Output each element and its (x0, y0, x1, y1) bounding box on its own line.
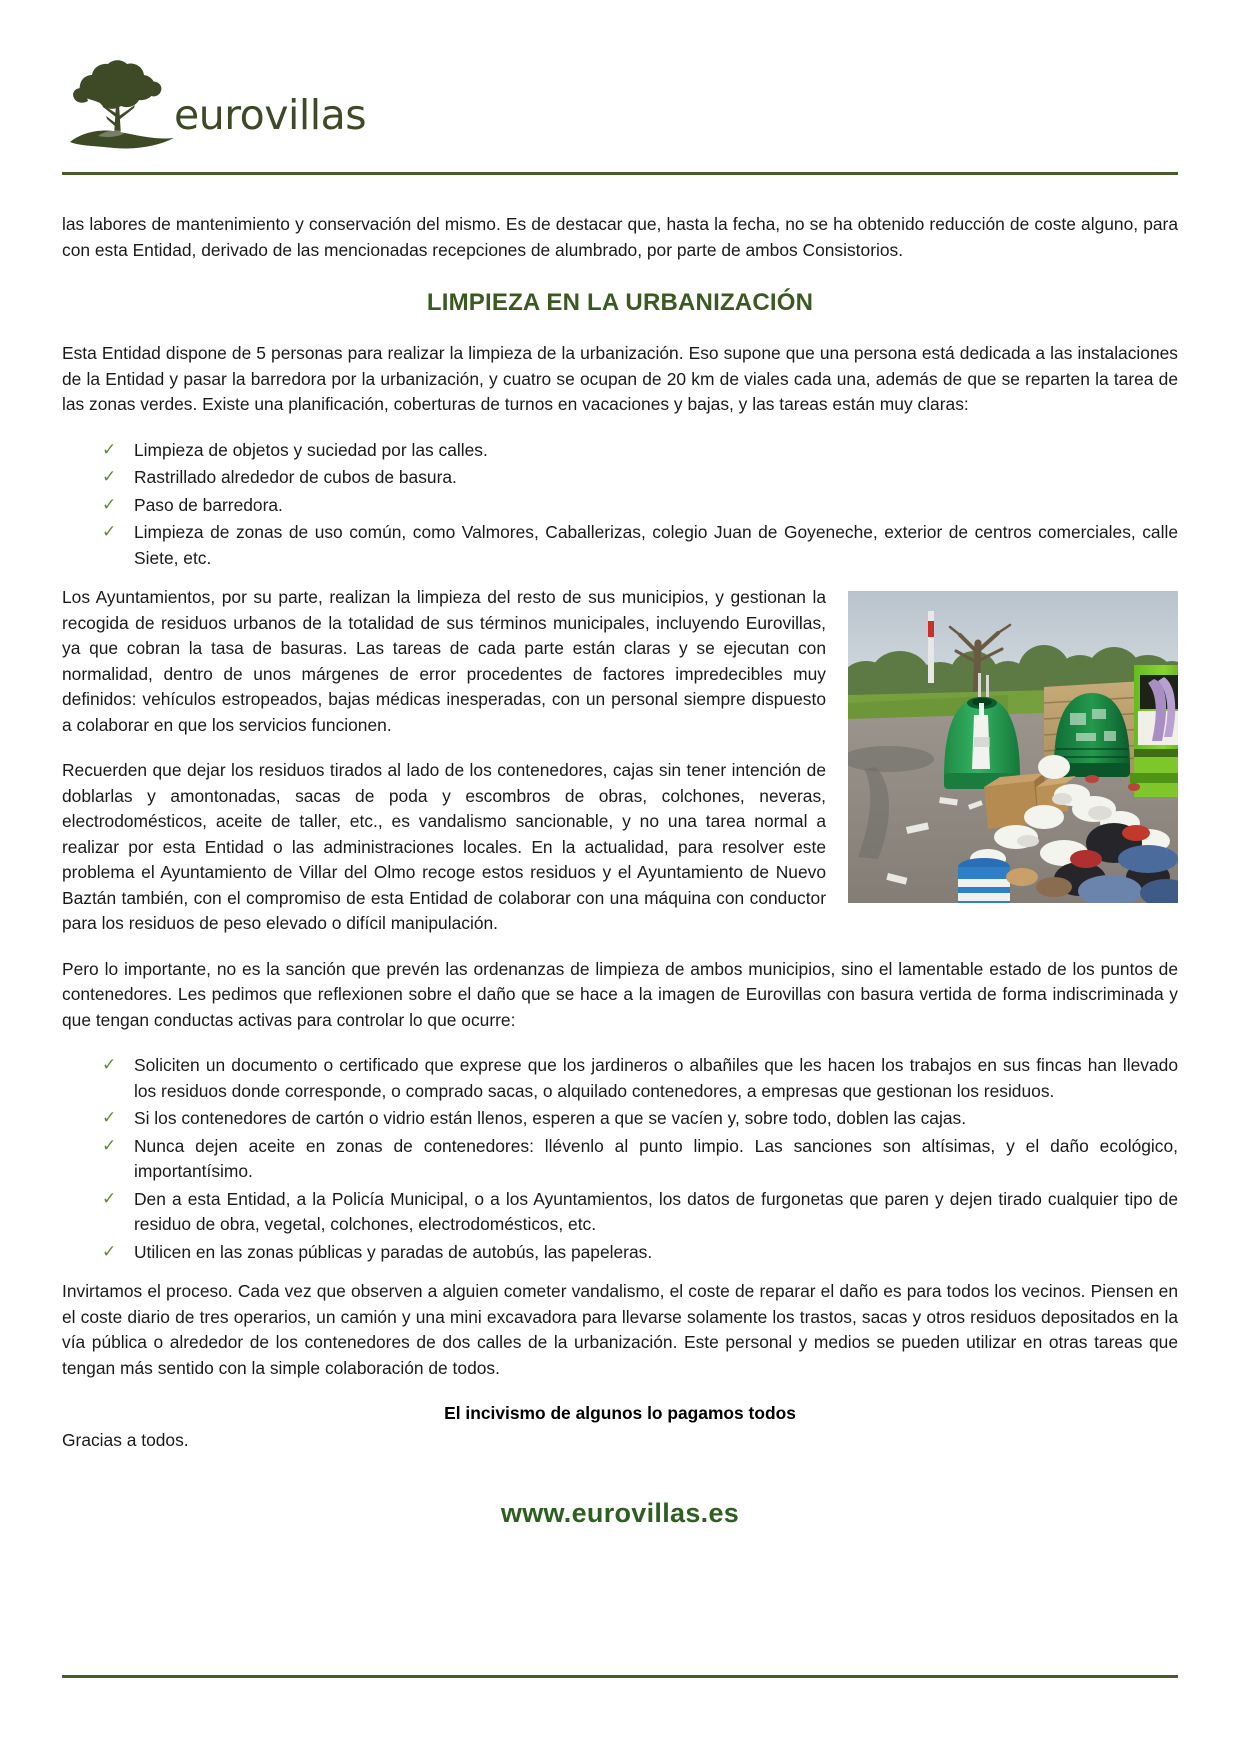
paragraph-gracias: Gracias a todos. (62, 1430, 189, 1450)
intro-paragraph: las labores de mantenimiento y conservación del mismo. Es de destacar que, hasta la fecha, no se ha obtenido reducción de coste alguno, para con esta Entidad, derivado de las mencionadas recepciones de alumbrado, por parte de ambos Consistorios. (62, 214, 1178, 260)
check-icon: ✓ (102, 467, 117, 487)
list-item-text: Den a esta Entidad, a la Policía Municipal, o a los Ayuntamientos, los datos de furgonetas que paren y dejen tirado cualquier tipo de residuo de obra, vegetal, colchones, electrodomésticos, etc. (134, 1188, 1178, 1234)
list-item-text: Rastrillado alrededor de cubos de basura. (134, 467, 457, 487)
list-item (98, 1106, 1178, 1132)
footer-divider (62, 1675, 1178, 1678)
section-title: LIMPIEZA EN LA URBANIZACIÓN (426, 289, 814, 316)
list-item-text: Soliciten un documento o certificado que exprese que los jardineros o albañiles que les hacen los trabajos en sus fincas han llevado los residuos donde corresponde, o comprado sacas, o alquilado contenedores, a empresas que gestionan los residuos. (134, 1055, 1178, 1101)
header-divider (62, 172, 1178, 175)
list-item (98, 465, 1178, 491)
list-item (98, 1053, 1178, 1104)
section-intro-paragraph: Esta Entidad dispone de 5 personas para realizar la limpieza de la urbanización. Eso supone que una persona está dedicada a las instalaciones de la Entidad y pasar la barredora por la urbanización, y cuatro se ocupan de 20 km de viales cada una, además de que se reparten la tarea de las zonas verdes. Existe una planificación, coberturas de turnos en vacaciones y bajas, y las tareas están muy claras: (62, 343, 1178, 414)
list-item-text: Limpieza de zonas de uso común, como Valmores, Caballerizas, colegio Juan de Goyeneche, exterior de centros comerciales, calle Siete, etc. (134, 522, 1178, 568)
list-item (98, 1187, 1178, 1238)
list-item (98, 1240, 1178, 1266)
check-icon: ✓ (102, 494, 117, 515)
list-item-text: Limpieza de objetos y suciedad por las calles. (134, 439, 488, 460)
list-item (98, 520, 1178, 571)
check-icon: ✓ (102, 1055, 117, 1075)
tasks-checklist (62, 438, 1178, 572)
list-item (98, 438, 1178, 464)
check-icon: ✓ (102, 439, 117, 460)
list-item-text: Nunca dejen aceite en zonas de contenedores: llévenlo al punto limpio. Las sanciones son altísimas, y el daño ecológico, importantísimo. (134, 1135, 1178, 1181)
list-item (98, 493, 1178, 519)
waste-containers-photo (848, 591, 1178, 903)
check-icon: ✓ (102, 1135, 117, 1156)
list-item-text: Si los contenedores de cartón o vidrio están llenos, esperen a que se vacíen y, sobre todo, doblen las cajas. (134, 1108, 967, 1128)
document-body (62, 176, 1178, 1529)
requests-checklist (62, 1053, 1178, 1265)
paragraph-ayuntamientos: Los Ayuntamientos, por su parte, realizan la limpieza del resto de sus municipios, y gestionan la recogida de residuos urbanos de la totalidad de sus términos municipales, incluyendo Eurovillas, ya que cobran la tasa de basuras. Las tareas de cada parte están claras y se ejecutan con normalidad, dentro de unos márgenes de error procedentes de factores impredecibles muy definidos: vehículos estropeados, bajas médicas inesperadas, con un personal siempre dispuesto a colaborar en que los servicios funcionen. (62, 587, 826, 735)
list-item-text: Paso de barredora. (134, 494, 283, 515)
list-item-text: Utilicen en las zonas públicas y paradas de autobús, las papeleras. (134, 1241, 653, 1262)
photo-and-text-block (62, 585, 1178, 957)
logo-wordmark: eurovillas (174, 91, 367, 139)
eurovillas-logo (62, 58, 1178, 158)
slogan-text: El incivismo de algunos lo pagamos todos (444, 1403, 796, 1423)
check-icon: ✓ (102, 1241, 117, 1262)
check-icon: ✓ (102, 522, 117, 542)
check-icon: ✓ (102, 1108, 117, 1128)
paragraph-invirtamos: Invirtamos el proceso. Cada vez que observen a alguien cometer vandalismo, el coste de reparar el daño es para todos los vecinos. Piensen en el coste diario de tres operarios, un camión y una mini excavadora para llevarse solamente los trastos, sacas y otros residuos depositados en la vía pública o alrededor de los contenedores de dos calles de la urbanización. Este personal y medios se pueden utilizar en otras tareas que tengan más sentido con la simple colaboración de todos. (62, 1281, 1178, 1378)
paragraph-recuerden: Recuerden que dejar los residuos tirados al lado de los contenedores, cajas sin tener intención de doblarlas y amontonadas, sacas de poda y escombros de obras, colchones, neveras, electrodomésticos, aceite de taller, etc., es vandalismo sancionable, y no una tarea normal a realizar por esta Entidad o las administraciones locales. En la actualidad, para resolver este problema el Ayuntamiento de Villar del Olmo recoge estos residuos y el Ayuntamiento de Nuevo Baztán también, con el compromiso de esta Entidad de colaborar con una máquina con conductor para los residuos de peso elevado o difícil manipulación. (62, 760, 826, 933)
paragraph-importante: Pero lo importante, no es la sanción que prevén las ordenanzas de limpieza de ambos municipios, sino el lamentable estado de los puntos de contenedores. Les pedimos que reflexionen sobre el daño que se hace a la imagen de Eurovillas con basura vertida de forma indiscriminada y que tengan conductas activas para controlar lo que ocurre: (62, 958, 1178, 1030)
website-link[interactable]: www.eurovillas.es (500, 1497, 740, 1528)
tree-logo-icon (62, 58, 180, 158)
list-item (98, 1134, 1178, 1185)
document-header (62, 0, 1178, 176)
check-icon: ✓ (102, 1188, 117, 1209)
